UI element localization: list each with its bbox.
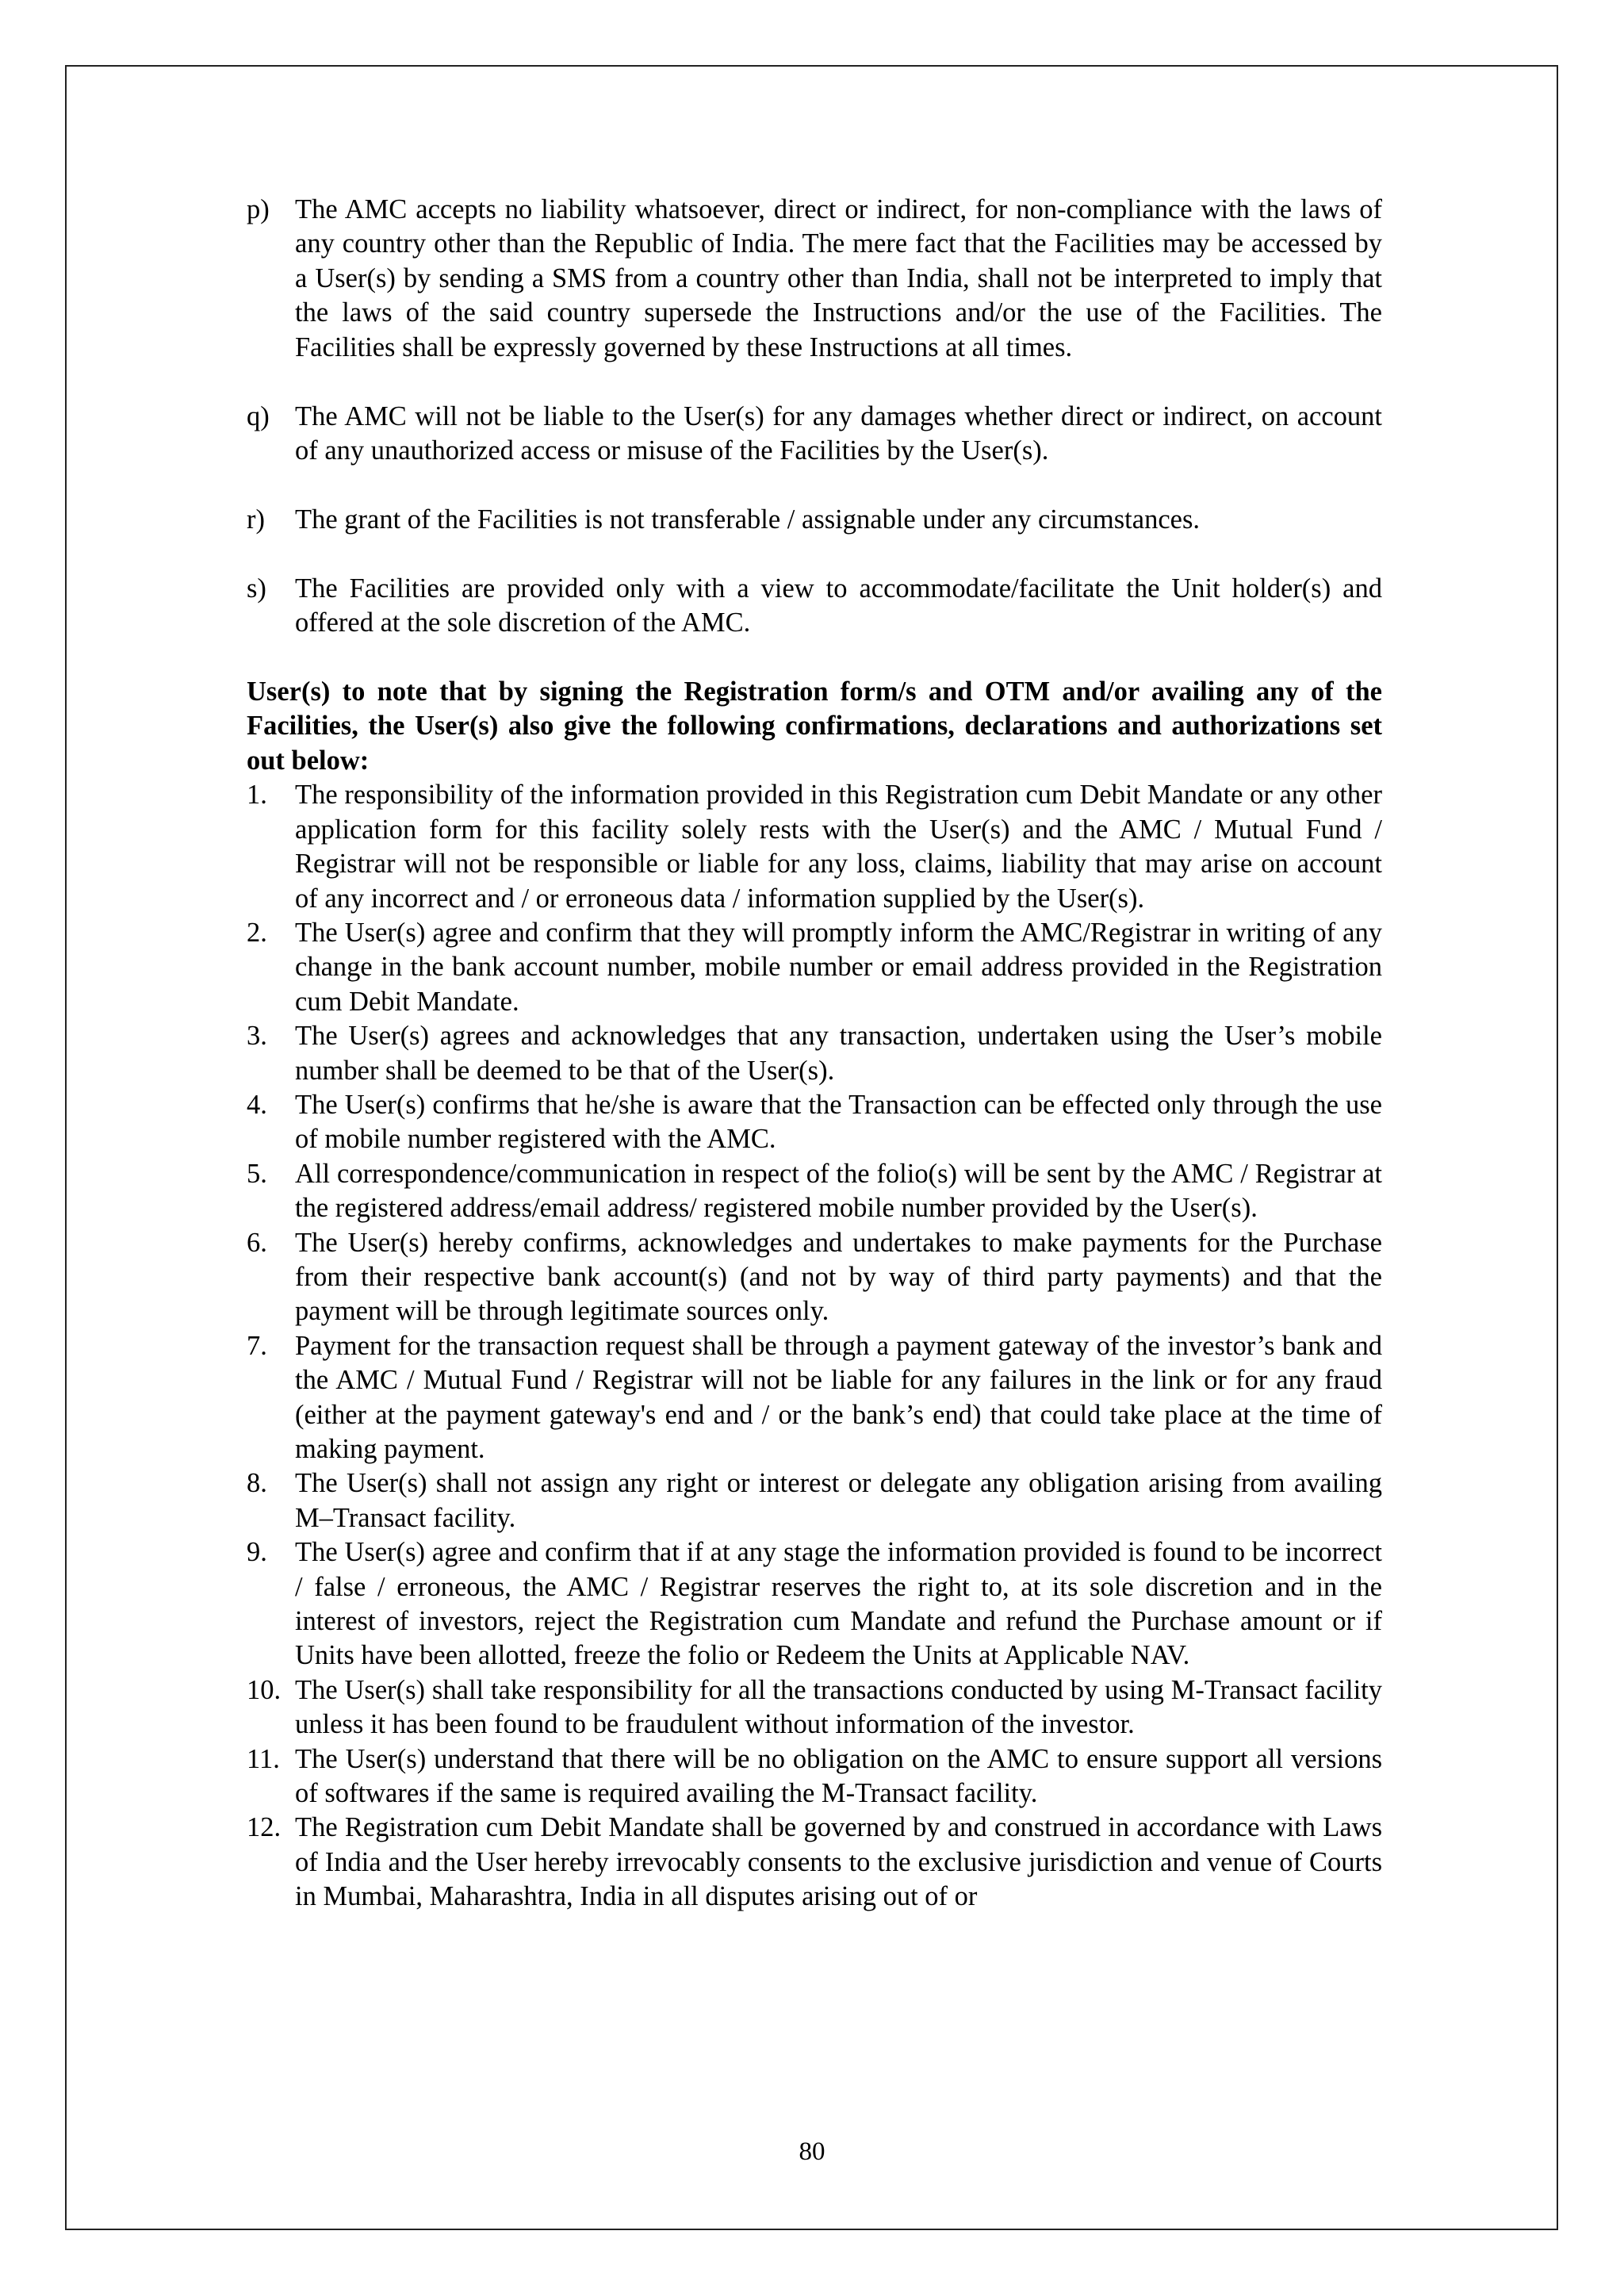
confirmation-item-6	[247, 1226, 1382, 1329]
confirmation-item-10	[247, 1673, 1382, 1742]
item-text: All correspondence/communication in respect of the folio(s) will be sent by the AMC / Registrar at the registered address/email address/ registered mobile number provided by the User(s).	[295, 1158, 1382, 1224]
item-text: The User(s) agrees and acknowledges that any transaction, undertaken using the User’s mobile number shall be deemed to be that of the User(s).	[295, 1021, 1382, 1086]
clause-marker: p)	[247, 194, 270, 224]
item-text: Payment for the transaction request shall be through a payment gateway of the investor’s bank and the AMC / Mutual Fund / Registrar will not be liable for any failures in the link or for any fraud (either at the payment gateway's end and / or the bank’s end) that could take place at the time of making payment.	[295, 1330, 1382, 1464]
clause-p	[247, 193, 1382, 365]
confirmation-item-12	[247, 1811, 1382, 1914]
clause-q	[247, 400, 1382, 469]
item-number: 8.	[247, 1468, 267, 1499]
item-number: 10.	[247, 1674, 282, 1705]
document-body	[247, 193, 1382, 1915]
confirmation-item-8	[247, 1466, 1382, 1535]
confirmation-intro: User(s) to note that by signing the Registration form/s and OTM and/or availing any of the Facilities, the User(s) also give the following confirmations, declarations and authorizations set out below:	[247, 677, 1382, 776]
confirmation-item-2	[247, 916, 1382, 1019]
item-text: The User(s) confirms that he/she is aware that the Transaction can be effected only through the use of mobile number registered with the AMC.	[295, 1089, 1382, 1155]
item-number: 11.	[247, 1743, 280, 1774]
clause-text: The AMC accepts no liability whatsoever, direct or indirect, for non-compliance with the laws of any country other than the Republic of India. The mere fact that the Facilities may be accessed by a User(s) by sending a SMS from a country other than India, shall not be interpreted to imply that the laws of the said country supersede the Instructions and/or the use of the Facilities. The Facilities shall be expressly governed by these Instructions at all times.	[295, 194, 1382, 362]
clause-marker: q)	[247, 401, 270, 431]
item-text: The User(s) understand that there will be no obligation on the AMC to ensure support all versions of softwares if the same is required availing the M-Transact facility.	[295, 1743, 1382, 1809]
page-number: 80	[799, 2137, 825, 2166]
item-text: The User(s) shall not assign any right or interest or delegate any obligation arising from availing M–Transact facility.	[295, 1468, 1382, 1533]
confirmation-item-3	[247, 1019, 1382, 1088]
clause-r	[247, 503, 1382, 537]
item-number: 6.	[247, 1227, 267, 1258]
item-text: The User(s) shall take responsibility for all the transactions conducted by using M-Transact facility unless it has been found to be fraudulent without information of the investor.	[295, 1674, 1382, 1740]
item-text: The Registration cum Debit Mandate shall be governed by and construed in accordance with Laws of India and the User hereby irrevocably consents to the exclusive jurisdiction and venue of Courts in Mumbai, Maharashtra, India in all disputes arising out of or	[295, 1812, 1382, 1912]
item-text: The User(s) hereby confirms, acknowledges and undertakes to make payments for the Purchase from their respective bank account(s) (and not by way of third party payments) and that the payment will be through legitimate sources only.	[295, 1227, 1382, 1327]
item-number: 12.	[247, 1812, 282, 1843]
clause-text: The Facilities are provided only with a view to accommodate/facilitate the Unit holder(s) and offered at the sole discretion of the AMC.	[295, 573, 1382, 638]
item-text: The responsibility of the information provided in this Registration cum Debit Mandate or any other application form for this facility solely rests with the User(s) and the AMC / Mutual Fund / Registrar will not be responsible or liable for any loss, claims, liability that may arise on account of any incorrect and / or erroneous data / information supplied by the User(s).	[295, 780, 1382, 914]
item-number: 2.	[247, 917, 267, 948]
clause-s	[247, 572, 1382, 641]
confirmation-item-7	[247, 1329, 1382, 1467]
clause-text: The AMC will not be liable to the User(s) for any damages whether direct or indirect, on account of any unauthorized access or misuse of the Facilities by the User(s).	[295, 401, 1382, 466]
item-number: 1.	[247, 780, 267, 811]
item-text: The User(s) agree and confirm that if at any stage the information provided is found to be incorrect / false / erroneous, the AMC / Registrar reserves the right to, at its sole discretion and in the interest of investors, reject the Registration cum Mandate and refund the Purchase amount or if Units have been allotted, freeze the folio or Redeem the Units at Applicable NAV.	[295, 1537, 1382, 1671]
clause-text: The grant of the Facilities is not transferable / assignable under any circumstances.	[295, 504, 1200, 535]
clause-marker: s)	[247, 573, 266, 604]
confirmation-item-4	[247, 1088, 1382, 1157]
item-number: 4.	[247, 1089, 267, 1120]
item-number: 9.	[247, 1537, 267, 1568]
item-text: The User(s) agree and confirm that they will promptly inform the AMC/Registrar in writing of any change in the bank account number, mobile number or email address provided in the Registration cum Debit Mandate.	[295, 917, 1382, 1017]
confirmation-item-5	[247, 1157, 1382, 1226]
clause-marker: r)	[247, 504, 265, 535]
confirmation-item-1	[247, 778, 1382, 916]
confirmation-item-11	[247, 1742, 1382, 1811]
item-number: 7.	[247, 1330, 267, 1361]
item-number: 3.	[247, 1021, 267, 1052]
confirmation-item-9	[247, 1535, 1382, 1673]
item-number: 5.	[247, 1158, 267, 1189]
